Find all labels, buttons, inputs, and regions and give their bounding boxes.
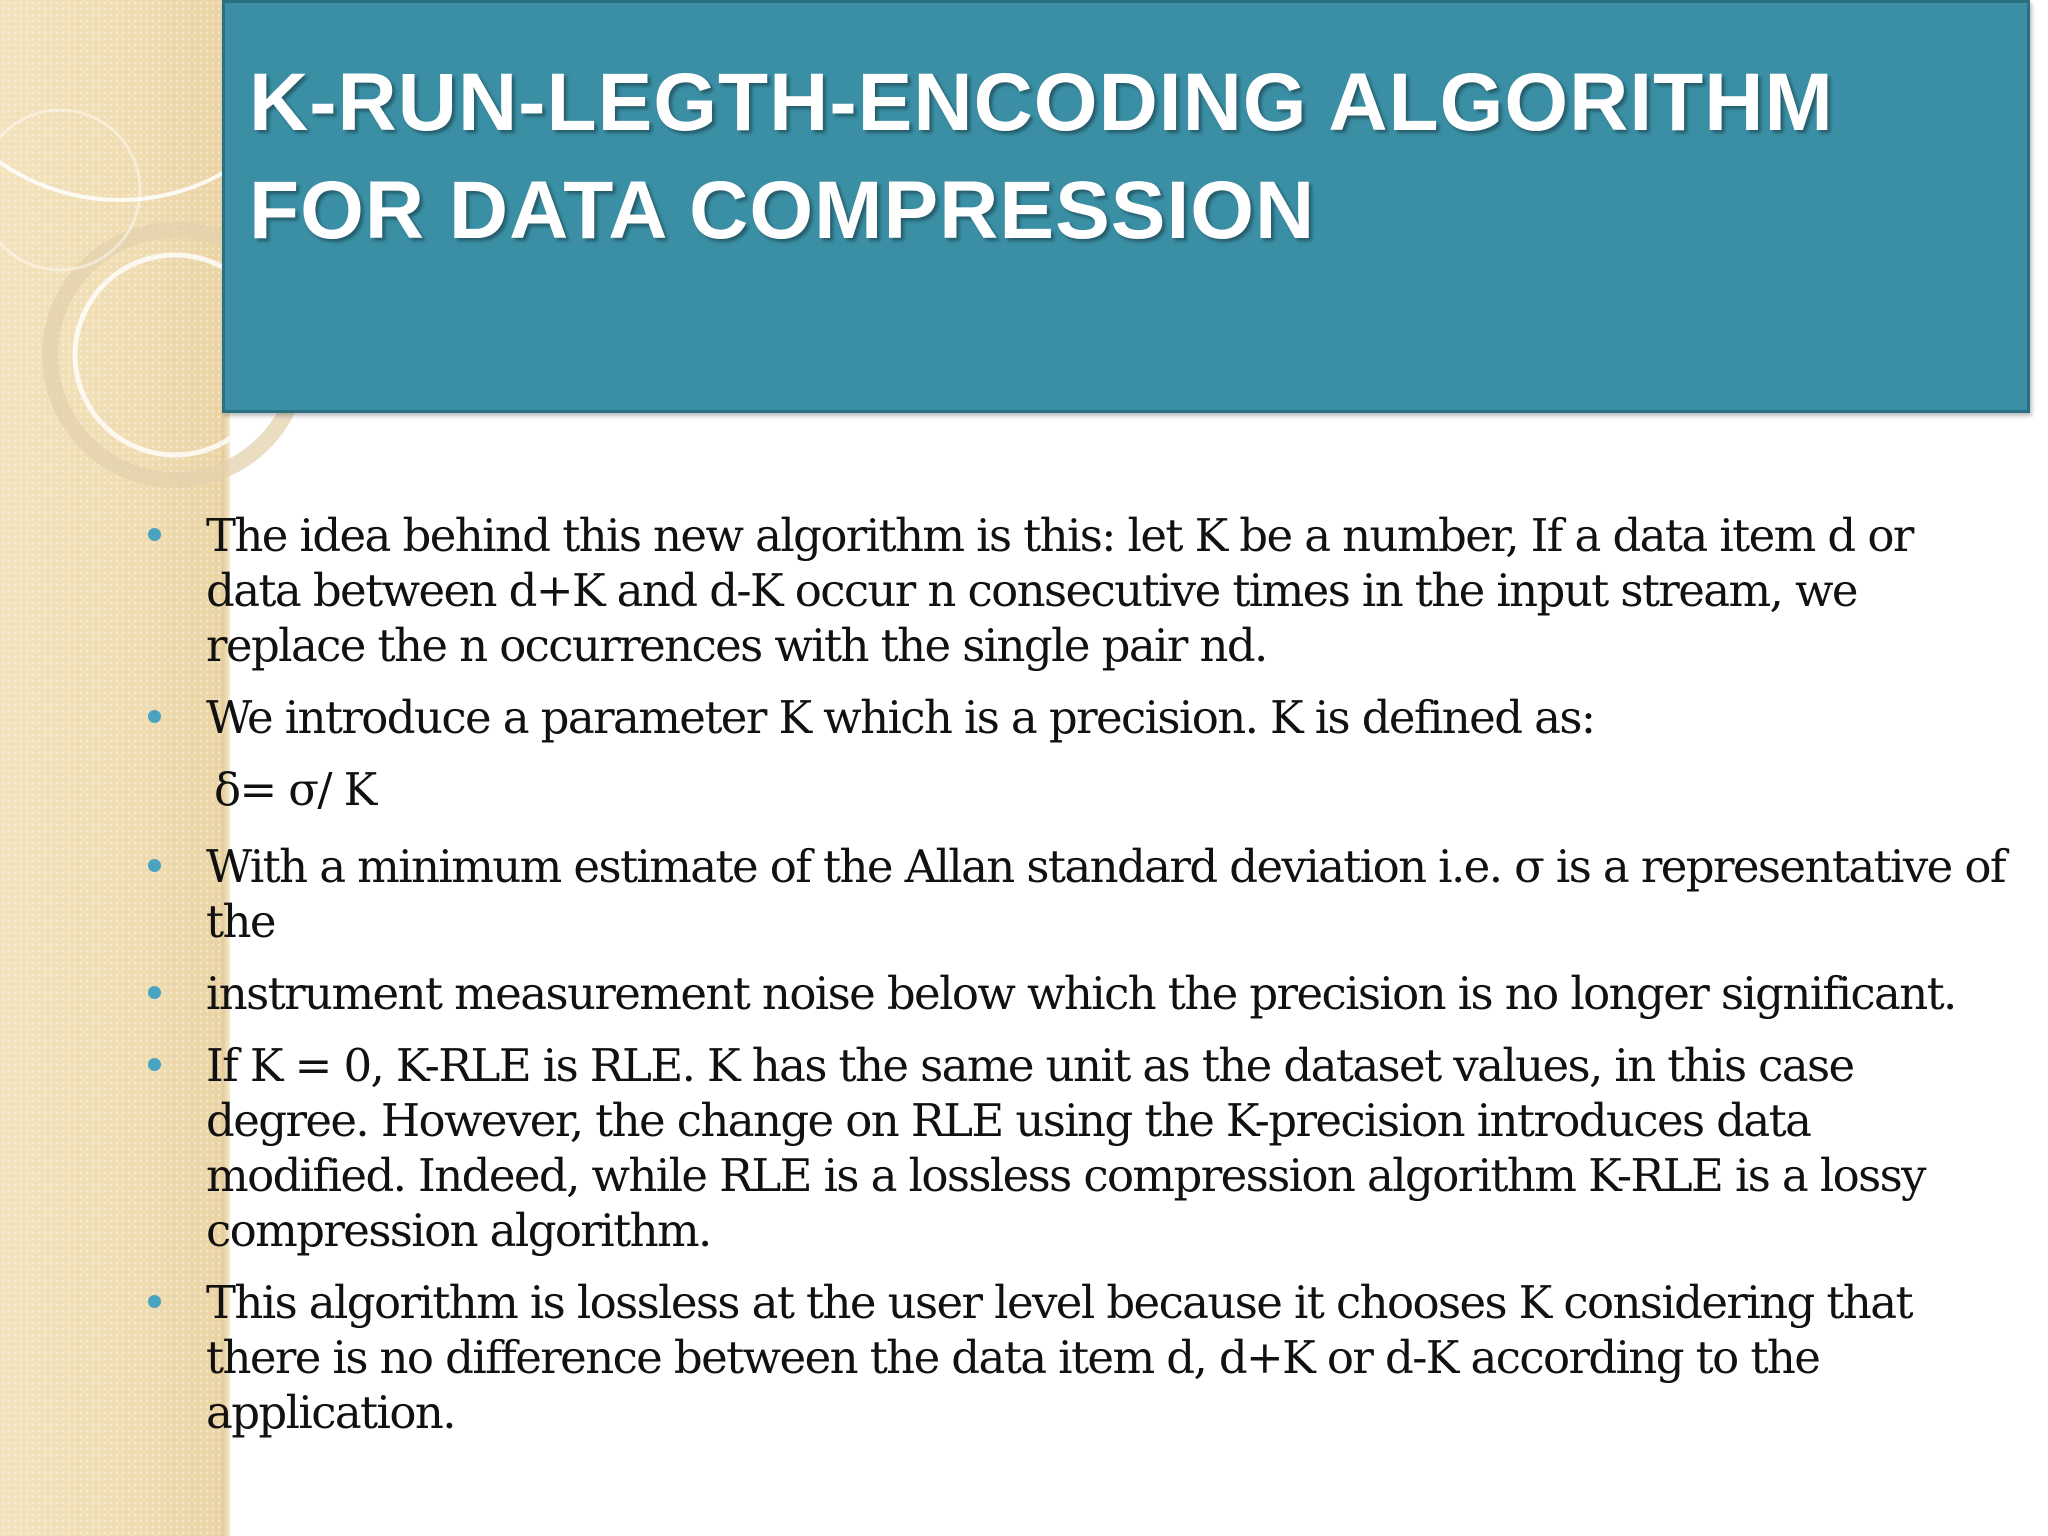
list-item xyxy=(140,1038,2010,1258)
list-item xyxy=(140,1275,2010,1440)
slide-title xyxy=(249,49,2019,265)
list-item-text: With a minimum estimate of the Allan standard deviation i.e. σ is a representative of the xyxy=(206,840,2005,948)
bullet-icon xyxy=(148,710,161,723)
title-banner xyxy=(222,0,2030,413)
list-item-text: instrument measurement noise below which the precision is no longer significant. xyxy=(206,967,1956,1020)
list-item xyxy=(140,839,2010,949)
list-item-text: The idea behind this new algorithm is this: let K be a number, If a data item d or data between d+K and d-K occur n consecutive times in the input stream, we replace the n occurrences with the single pair nd. xyxy=(206,509,1913,672)
list-item-text: We introduce a parameter K which is a precision. K is defined as: xyxy=(206,691,1595,744)
bullet-icon xyxy=(148,1058,161,1071)
list-item-text: This algorithm is lossless at the user level because it chooses K considering that there is no difference between the data item d, d+K or d-K according to the application. xyxy=(206,1276,1912,1439)
slide-title-line-2: FOR DATA COMPRESSION xyxy=(249,165,1316,256)
bullet-icon xyxy=(148,1295,161,1308)
bullet-list xyxy=(140,508,2010,1457)
formula xyxy=(140,762,2010,817)
list-item xyxy=(140,966,2010,1021)
list-item xyxy=(140,508,2010,673)
bullet-icon xyxy=(148,859,161,872)
list-item xyxy=(140,690,2010,745)
slide-title-line-1: K-RUN-LEGTH-ENCODING ALGORITHM xyxy=(249,57,1834,148)
bullet-icon xyxy=(148,528,161,541)
list-item-text: If K = 0, K-RLE is RLE. K has the same unit as the dataset values, in this case degree. However, the change on RLE using the K-precision introduces data modified. Indeed, while RLE is a lossless compression algorithm K-RLE is a lossy compression algorithm. xyxy=(206,1039,1925,1257)
bullet-icon xyxy=(148,986,161,999)
formula-text: δ= σ/ K xyxy=(214,763,376,816)
